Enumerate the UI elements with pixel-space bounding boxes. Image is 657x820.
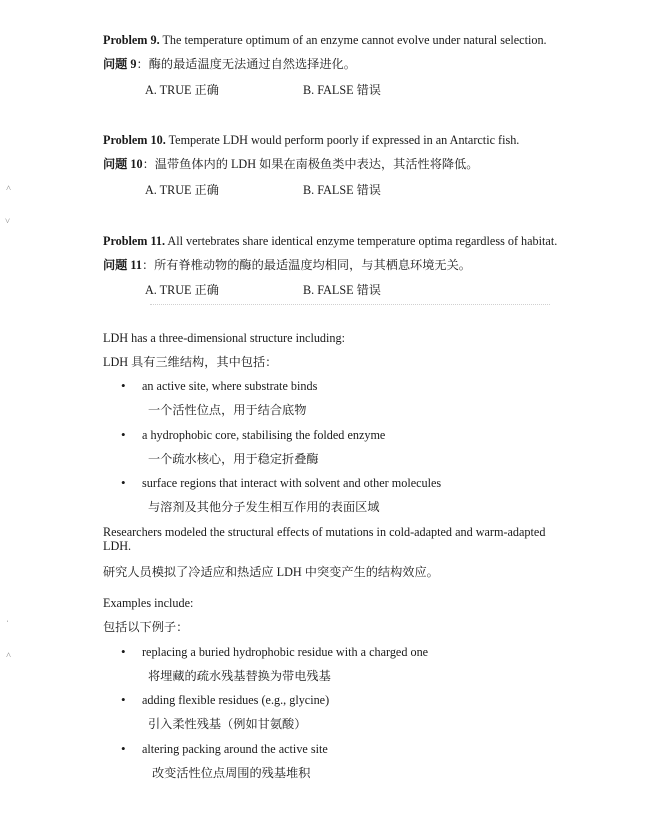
example-item-2-cn: 引入柔性残基（例如甘氨酸） [148,717,307,731]
scan-speck: ˅ [5,216,11,226]
structure-item-1-cn: 一个活性位点，用于结合底物 [148,403,307,417]
problem-9-text: The temperature optimum of an enzyme cannot evolve under natural selection. [159,33,547,47]
bullet-icon: • [121,378,126,393]
example-item-2: adding flexible residues (e.g., glycine) [142,693,330,707]
problem-9-label-cn: 问题 9 [103,57,137,71]
structure-intro: LDH has a three-dimensional structure including: [103,331,345,345]
scan-speck: ˌ [6,612,9,622]
problem-9-text-cn: ：酶的最适温度无法通过自然选择进化。 [136,57,356,71]
example-item-3: altering packing around the active site [142,742,328,756]
examples-intro-cn: 包括以下例子： [103,620,189,634]
bullet-icon: • [121,692,126,707]
structure-intro-cn: LDH 具有三维结构，其中包括： [103,355,278,369]
problem-10-text: Temperate LDH would perform poorly if expressed in an Antarctic fish. [165,133,520,147]
bullet-icon: • [121,741,126,756]
example-item-1: replacing a buried hydrophobic residue with a charged one [142,645,429,659]
problem-10-statement-cn [103,157,478,171]
problem-9-statement-cn [103,57,356,71]
problem-11-statement [103,234,557,248]
research-paragraph: Researchers modeled the structural effects of mutations in cold-adapted and warm-adapted LDH. [103,525,546,553]
example-item-3-cn: 改变活性位点周围的残基堆积 [152,766,311,780]
problem-10-option-a[interactable]: A. TRUE 正确 [145,183,219,197]
structure-item-3-cn: 与溶剂及其他分子发生相互作用的表面区域 [148,500,380,514]
problem-11-option-a[interactable]: A. TRUE 正确 [145,283,219,297]
problem-11-text: All vertebrates share identical enzyme temperature optima regardless of habitat. [165,234,558,248]
research-paragraph-cn: 研究人员模拟了冷适应和热适应 LDH 中突变产生的结构效应。 [103,565,439,579]
structure-item-1: an active site, where substrate binds [142,379,318,393]
problem-10-text-cn: ：温带鱼体内的 LDH 如果在南极鱼类中表达，其活性将降低。 [142,157,479,171]
problem-9-label: Problem 9. [103,33,160,47]
structure-item-2-cn: 一个疏水核心，用于稳定折叠酶 [148,452,319,466]
section-divider [150,304,550,305]
problem-10-option-b[interactable]: B. FALSE 错误 [303,183,381,197]
bullet-icon: • [121,644,126,659]
problem-9-option-b[interactable]: B. FALSE 错误 [303,83,381,97]
problem-11-label-cn: 问题 11 [103,258,142,272]
structure-item-3: surface regions that interact with solvent and other molecules [142,476,442,490]
scan-speck: ˄ [6,650,12,660]
problem-10-label-cn: 问题 10 [103,157,143,171]
bullet-icon: • [121,427,126,442]
problem-11-text-cn: ：所有脊椎动物的酶的最适温度均相同，与其栖息环境无关。 [141,258,471,272]
problem-11-option-b[interactable]: B. FALSE 错误 [303,283,381,297]
scan-speck: ˄ [6,183,12,193]
structure-item-2: a hydrophobic core, stabilising the folded enzyme [142,428,386,442]
problem-9-option-a[interactable]: A. TRUE 正确 [145,83,219,97]
problem-11-statement-cn [103,258,471,272]
problem-10-label: Problem 10. [103,133,166,147]
example-item-1-cn: 将埋藏的疏水残基替换为带电残基 [148,669,331,683]
problem-9-statement [103,33,547,47]
examples-intro: Examples include: [103,596,194,610]
problem-11-label: Problem 11. [103,234,166,248]
problem-10-statement [103,133,519,147]
bullet-icon: • [121,475,126,490]
